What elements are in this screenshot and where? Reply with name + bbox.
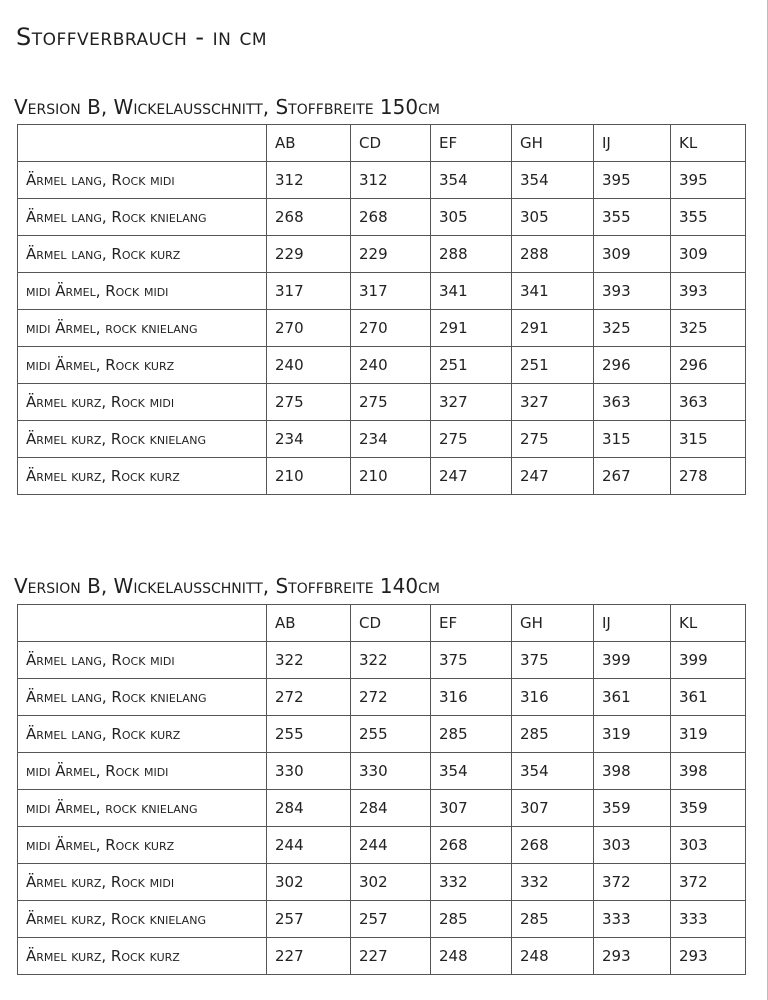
value-cell: 296 [671, 347, 746, 384]
column-header: KL [671, 605, 746, 642]
value-cell: 319 [671, 716, 746, 753]
row-label: Ärmel lang, Rock kurz [18, 236, 267, 273]
column-header: EF [431, 125, 512, 162]
value-cell: 227 [267, 938, 351, 975]
value-cell: 354 [431, 162, 512, 199]
value-cell: 333 [671, 901, 746, 938]
table-row [18, 790, 746, 827]
value-cell: 272 [267, 679, 351, 716]
value-cell: 361 [594, 679, 671, 716]
table-header-row [18, 605, 746, 642]
value-cell: 316 [512, 679, 594, 716]
row-label: Ärmel lang, Rock knielang [18, 199, 267, 236]
value-cell: 288 [431, 236, 512, 273]
value-cell: 247 [512, 458, 594, 495]
table-row [18, 310, 746, 347]
value-cell: 268 [431, 827, 512, 864]
value-cell: 372 [671, 864, 746, 901]
column-header: EF [431, 605, 512, 642]
row-label: Ärmel kurz, Rock knielang [18, 421, 267, 458]
value-cell: 229 [351, 236, 431, 273]
value-cell: 312 [267, 162, 351, 199]
row-label: Ärmel lang, Rock knielang [18, 679, 267, 716]
table-row [18, 236, 746, 273]
row-label: Ärmel kurz, Rock midi [18, 864, 267, 901]
value-cell: 395 [594, 162, 671, 199]
row-label: midi Ärmel, rock knielang [18, 790, 267, 827]
value-cell: 278 [671, 458, 746, 495]
table-row [18, 642, 746, 679]
value-cell: 307 [431, 790, 512, 827]
value-cell: 319 [594, 716, 671, 753]
column-header: AB [267, 125, 351, 162]
row-label: Ärmel kurz, Rock midi [18, 384, 267, 421]
value-cell: 372 [594, 864, 671, 901]
value-cell: 248 [431, 938, 512, 975]
value-cell: 399 [671, 642, 746, 679]
value-cell: 359 [671, 790, 746, 827]
column-header: AB [267, 605, 351, 642]
value-cell: 341 [431, 273, 512, 310]
value-cell: 291 [512, 310, 594, 347]
value-cell: 234 [267, 421, 351, 458]
value-cell: 332 [431, 864, 512, 901]
value-cell: 285 [431, 901, 512, 938]
fabric-table-140cm [17, 604, 746, 975]
value-cell: 309 [594, 236, 671, 273]
value-cell: 317 [267, 273, 351, 310]
table-row [18, 753, 746, 790]
value-cell: 248 [512, 938, 594, 975]
table-row [18, 938, 746, 975]
value-cell: 270 [351, 310, 431, 347]
fabric-table-150cm [17, 124, 746, 495]
value-cell: 398 [594, 753, 671, 790]
value-cell: 293 [671, 938, 746, 975]
value-cell: 296 [594, 347, 671, 384]
value-cell: 251 [431, 347, 512, 384]
value-cell: 354 [431, 753, 512, 790]
value-cell: 247 [431, 458, 512, 495]
column-header: GH [512, 605, 594, 642]
value-cell: 355 [594, 199, 671, 236]
value-cell: 275 [267, 384, 351, 421]
column-header: IJ [594, 125, 671, 162]
value-cell: 275 [431, 421, 512, 458]
section-title-150cm: Version B, Wickelausschnitt, Stoffbreite 150cm [14, 95, 440, 119]
value-cell: 257 [267, 901, 351, 938]
value-cell: 393 [594, 273, 671, 310]
table-row [18, 162, 746, 199]
value-cell: 255 [351, 716, 431, 753]
section-title-140cm: Version B, Wickelausschnitt, Stoffbreite 140cm [14, 574, 440, 598]
value-cell: 284 [267, 790, 351, 827]
value-cell: 275 [512, 421, 594, 458]
value-cell: 327 [431, 384, 512, 421]
value-cell: 291 [431, 310, 512, 347]
value-cell: 285 [512, 716, 594, 753]
row-label: Ärmel kurz, Rock kurz [18, 938, 267, 975]
value-cell: 395 [671, 162, 746, 199]
value-cell: 375 [431, 642, 512, 679]
value-cell: 322 [351, 642, 431, 679]
row-label: midi Ärmel, Rock midi [18, 273, 267, 310]
value-cell: 303 [594, 827, 671, 864]
table-row [18, 827, 746, 864]
value-cell: 307 [512, 790, 594, 827]
value-cell: 305 [431, 199, 512, 236]
value-cell: 354 [512, 753, 594, 790]
value-cell: 325 [594, 310, 671, 347]
value-cell: 305 [512, 199, 594, 236]
table-row [18, 679, 746, 716]
value-cell: 309 [671, 236, 746, 273]
value-cell: 285 [431, 716, 512, 753]
value-cell: 275 [351, 384, 431, 421]
row-label: midi Ärmel, Rock midi [18, 753, 267, 790]
value-cell: 268 [267, 199, 351, 236]
value-cell: 333 [594, 901, 671, 938]
value-cell: 332 [512, 864, 594, 901]
value-cell: 399 [594, 642, 671, 679]
column-header: KL [671, 125, 746, 162]
table-header-row [18, 125, 746, 162]
column-header: CD [351, 605, 431, 642]
value-cell: 398 [671, 753, 746, 790]
value-cell: 240 [267, 347, 351, 384]
value-cell: 375 [512, 642, 594, 679]
value-cell: 359 [594, 790, 671, 827]
value-cell: 312 [351, 162, 431, 199]
row-label: midi Ärmel, rock knielang [18, 310, 267, 347]
value-cell: 284 [351, 790, 431, 827]
value-cell: 255 [267, 716, 351, 753]
value-cell: 302 [267, 864, 351, 901]
value-cell: 330 [351, 753, 431, 790]
value-cell: 267 [594, 458, 671, 495]
table-row [18, 273, 746, 310]
value-cell: 361 [671, 679, 746, 716]
value-cell: 302 [351, 864, 431, 901]
page-title: Stoffverbrauch - in cm [16, 23, 268, 51]
value-cell: 315 [594, 421, 671, 458]
value-cell: 229 [267, 236, 351, 273]
row-label: Ärmel lang, Rock midi [18, 162, 267, 199]
value-cell: 330 [267, 753, 351, 790]
value-cell: 285 [512, 901, 594, 938]
header-corner-cell [18, 605, 267, 642]
value-cell: 240 [351, 347, 431, 384]
value-cell: 210 [267, 458, 351, 495]
column-header: IJ [594, 605, 671, 642]
row-label: Ärmel kurz, Rock knielang [18, 901, 267, 938]
value-cell: 210 [351, 458, 431, 495]
value-cell: 272 [351, 679, 431, 716]
table-row [18, 458, 746, 495]
value-cell: 354 [512, 162, 594, 199]
value-cell: 325 [671, 310, 746, 347]
table-row [18, 716, 746, 753]
value-cell: 268 [512, 827, 594, 864]
value-cell: 316 [431, 679, 512, 716]
table-row [18, 384, 746, 421]
table-row [18, 901, 746, 938]
row-label: midi Ärmel, Rock kurz [18, 827, 267, 864]
table-row [18, 864, 746, 901]
column-header: GH [512, 125, 594, 162]
header-corner-cell [18, 125, 267, 162]
row-label: Ärmel lang, Rock midi [18, 642, 267, 679]
value-cell: 251 [512, 347, 594, 384]
value-cell: 363 [671, 384, 746, 421]
column-header: CD [351, 125, 431, 162]
value-cell: 322 [267, 642, 351, 679]
value-cell: 393 [671, 273, 746, 310]
value-cell: 363 [594, 384, 671, 421]
value-cell: 341 [512, 273, 594, 310]
value-cell: 268 [351, 199, 431, 236]
value-cell: 317 [351, 273, 431, 310]
value-cell: 327 [512, 384, 594, 421]
value-cell: 303 [671, 827, 746, 864]
value-cell: 234 [351, 421, 431, 458]
value-cell: 293 [594, 938, 671, 975]
value-cell: 315 [671, 421, 746, 458]
value-cell: 244 [351, 827, 431, 864]
table-row [18, 347, 746, 384]
value-cell: 355 [671, 199, 746, 236]
value-cell: 244 [267, 827, 351, 864]
row-label: Ärmel lang, Rock kurz [18, 716, 267, 753]
row-label: Ärmel kurz, Rock kurz [18, 458, 267, 495]
value-cell: 227 [351, 938, 431, 975]
value-cell: 270 [267, 310, 351, 347]
row-label: midi Ärmel, Rock kurz [18, 347, 267, 384]
value-cell: 288 [512, 236, 594, 273]
value-cell: 257 [351, 901, 431, 938]
table-row [18, 199, 746, 236]
table-row [18, 421, 746, 458]
